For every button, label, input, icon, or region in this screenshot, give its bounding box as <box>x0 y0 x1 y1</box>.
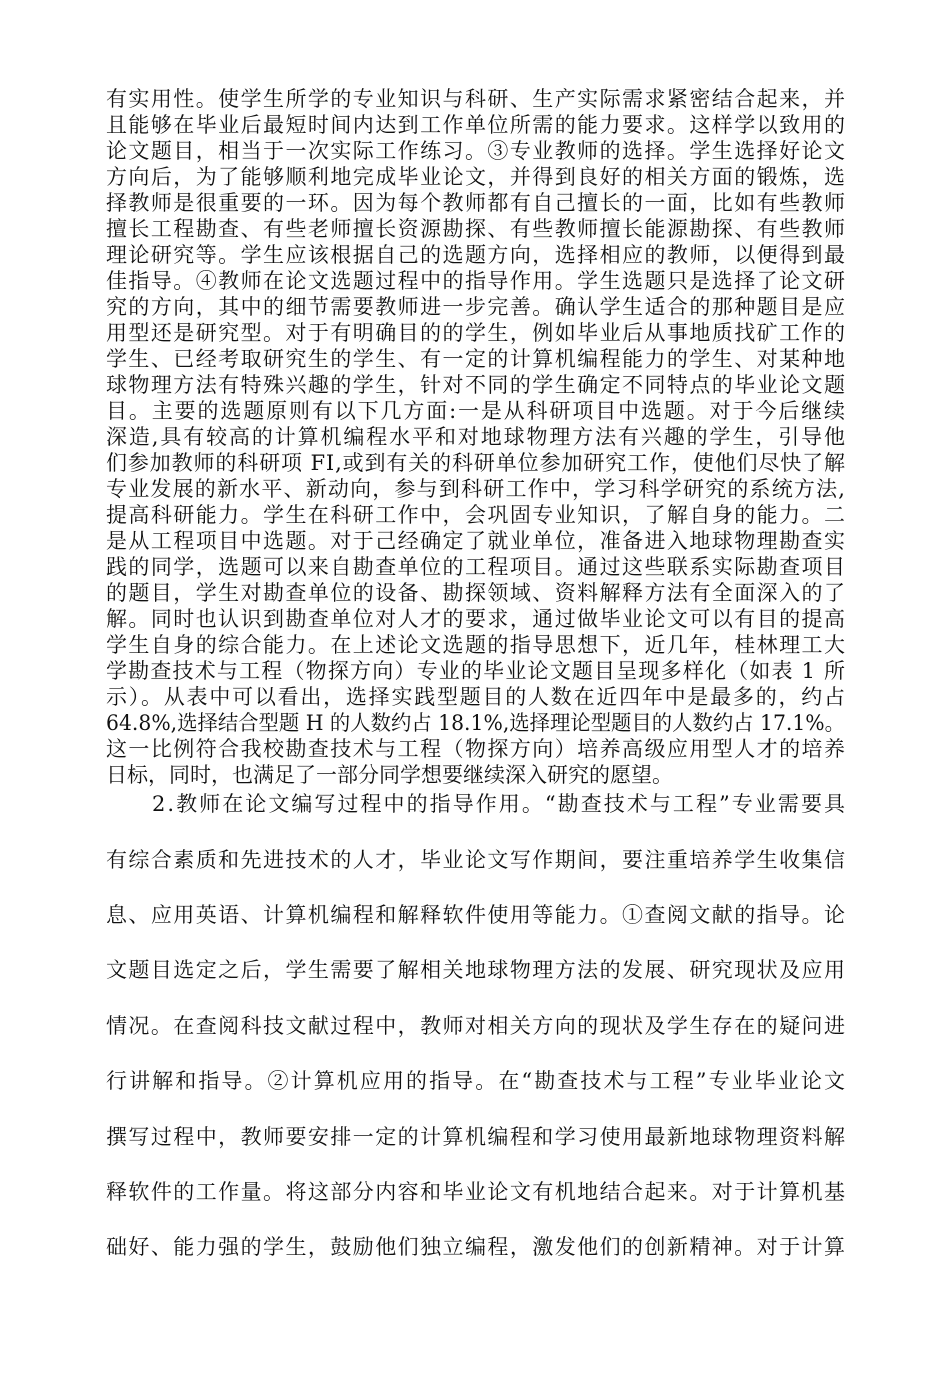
text-line: 擅长工程勘查、有些老师擅长资源勘探、有些教师擅长能源勘探、有些教师 <box>106 217 847 241</box>
text-line: 们参加教师的科研项 FI,或到有关的科研单位参加研究工作，使他们尽快了解 <box>106 451 846 475</box>
text-line: 专业发展的新水平、新动向，参与到科研工作中，学习科学研究的系统方法, <box>106 477 847 501</box>
text-line: 行讲解和指导。②计算机应用的指导。在“勘查技术与工程”专业毕业论文 <box>106 1069 848 1093</box>
text-line: 方向后，为了能够顺利地完成毕业论文，并得到良好的相关方面的锻炼，选 <box>106 165 847 189</box>
text-line: 用型还是研究型。对于有明确目的的学生，例如毕业后从事地质找矿工作的 <box>106 321 847 345</box>
text-line: 解。同时也认识到勘查单位对人才的要求，通过做毕业论文可以有目的提高 <box>106 607 847 631</box>
text-line: 球物理方法有特殊兴趣的学生，针对不同的学生确定不同特点的毕业论文题 <box>106 373 847 397</box>
text-line: 佳指导。④教师在论文选题过程中的指导作用。学生选题只是选择了论文研 <box>106 269 847 293</box>
text-line: 撰写过程中，教师要安排一定的计算机编程和学习使用最新地球物理资料解 <box>106 1125 847 1149</box>
text-line: 情况。在查阅科技文献过程中，教师对相关方向的现状及学生存在的疑问进 <box>106 1014 847 1038</box>
text-line: 64.8%,选择结合型题 H 的人数约占 18.1%,选择理论型题目的人数约占 17.1%。 <box>106 711 845 735</box>
text-line: 目。主要的选题原则有以下几方面:一是从科研项目中选题。对于今后继续 <box>106 399 847 423</box>
text-line: 息、应用英语、计算机编程和解释软件使用等能力。①查阅文献的指导。论 <box>106 903 847 927</box>
text-line: 是从工程项目中选题。对于己经确定了就业单位，准备进入地球物理勘查实 <box>106 529 847 553</box>
text-line: 提高科研能力。学生在科研工作中，会巩固专业知识，了解自身的能力。二 <box>106 503 847 527</box>
text-line: 论文题目，相当于一次实际工作练习。③专业教师的选择。学生选择好论文 <box>106 139 847 163</box>
text-line: 学生自身的综合能力。在上述论文选题的指导思想下，近几年，桂林理工大 <box>106 633 847 657</box>
text-line: 文题目选定之后，学生需要了解相关地球物理方法的发展、研究现状及应用 <box>106 958 847 982</box>
text-line: 究的方向，其中的细节需要教师进一步完善。确认学生适合的那种题目是应 <box>106 295 847 319</box>
text-line: 择教师是很重要的一环。因为每个教师都有自己擅长的一面，比如有些教师 <box>106 191 847 215</box>
text-line: 理论研究等。学生应该根据自己的选题方向，选择相应的教师，以便得到最 <box>106 243 847 267</box>
text-line: 释软件的工作量。将这部分内容和毕业论文有机地结合起来。对于计算机基 <box>106 1180 847 1204</box>
text-line: 学勘查技术与工程（物探方向）专业的毕业论文题目呈现多样化（如表 1 所 <box>106 659 847 683</box>
text-line: 学生、已经考取研究生的学生、有一定的计算机编程能力的学生、对某种地 <box>106 347 847 371</box>
text-line: 础好、能力强的学生，鼓励他们独立编程，激发他们的创新精神。对于计算 <box>106 1235 847 1259</box>
text-line: 日标，同时，也满足了一部分同学想要继续深入研究的愿望。 <box>106 763 673 787</box>
text-line: 有综合素质和先进技术的人才，毕业论文写作期间，要注重培养学生收集信 <box>106 848 847 872</box>
text-line: 且能够在毕业后最短时间内达到工作单位所需的能力要求。这样学以致用的 <box>106 113 847 137</box>
text-line: 有实用性。使学生所学的专业知识与科研、生产实际需求紧密结合起来，并 <box>106 87 847 111</box>
text-line: 2.教师在论文编写过程中的指导作用。“勘查技术与工程”专业需要具 <box>152 792 848 816</box>
text-line: 践的同学，选题可以来自勘查单位的工程项目。通过这些联系实际勘查项目 <box>106 555 847 579</box>
text-line: 深造,具有较高的计算机编程水平和对地球物理方法有兴趣的学生，引导他 <box>106 425 847 449</box>
text-line: 的题目，学生对勘查单位的设备、勘探领域、资料解释方法有全面深入的了 <box>106 581 847 605</box>
text-line: 示）。从表中可以看出，选择实践型题目的人数在近四年中是最多的，约占 <box>106 685 847 709</box>
text-line: 这一比例符合我校勘查技术与工程（物探方向）培养高级应用型人才的培养 <box>106 737 847 761</box>
